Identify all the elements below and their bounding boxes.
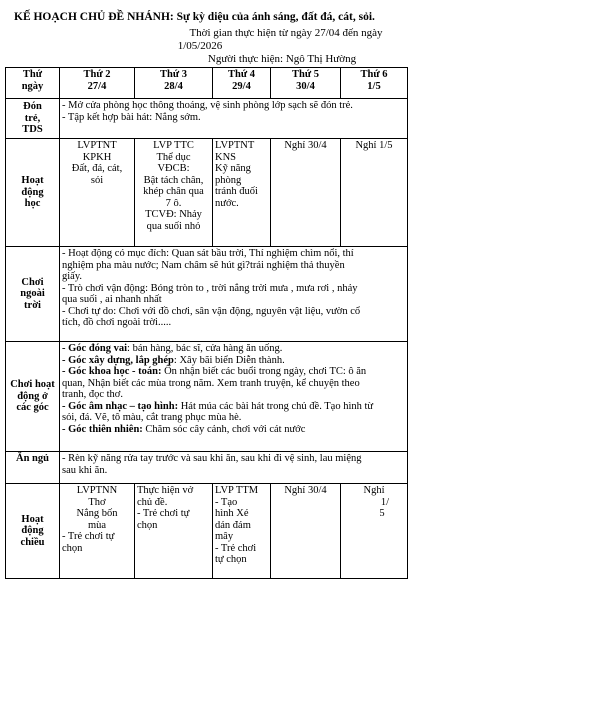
row-hoat-dong-hoc [6,139,408,247]
column-header-wed: Thứ 4 29/4 [213,68,271,99]
row-hoat-dong-chieu [6,484,408,579]
page-title: KẾ HOẠCH CHỦ ĐỀ NHÁNH: Sự kỳ diệu của ánh sáng, đất đá, cát, sỏi. [14,11,375,23]
performer: Người thực hiện: Ngô Thị Hường [207,53,357,65]
plan-table [5,67,408,579]
chieu-thu: Nghỉ 30/4 [271,484,341,579]
row-choi-ngoai-troi [6,247,408,342]
row-label-don-tre: Đón trẻ, TDS [6,99,60,139]
hoc-mon: LVPTNT KPKH Đất, đá, cát, sỏi [60,139,135,247]
chieu-mon: LVPTNN Thơ Nắng bốn mùa - Trẻ chơi tự chọn [60,484,135,579]
table-header-row [6,68,408,99]
column-header-thu: Thứ 5 30/4 [271,68,341,99]
row-don-tre [6,99,408,139]
hoc-tue: LVP TTC Thể dục VĐCB: Bật tách chân, khép chân qua 7 ô. TCVĐ: Nhảy qua suối nhỏ [135,139,213,247]
chieu-tue: Thực hiện vở chủ đề. - Trẻ chơi tự chọn [135,484,213,579]
row-label-hoat-dong-chieu: Hoạt động chiều [6,484,60,579]
row-label-choi-ngoai-troi: Chơi ngoài trời [6,247,60,342]
hoc-fri: Nghỉ 1/5 [341,139,408,247]
row-choi-goc [6,342,408,452]
end-date: 1/05/2026 [177,40,223,52]
hoc-wed: LVPTNT KNS Kỹ năng phòng tránh đuối nước. [213,139,271,247]
choi-goc-content: - Góc đóng vai: bán hàng, bác sĩ, cửa hàng ăn uống. - Góc xây dựng, lắp ghép: Xây bãi biển Diễn thành. - Góc khoa học - toán: Ôn nhận biết các buổi trong ngày, chơi TC: ô ăn quan, Nhận biết các mùa trong năm. Xem tranh truyện, kể chuyện theo tranh, đọc thơ. - Góc âm nhạc – tạo hình: Hát múa các bài hát trong chủ đề. Tạo hình từ sỏi, đá. Vẽ, tô màu, cắt trang phục mùa hè. - Góc thiên nhiên: Chăm sóc cây cảnh, chơi với cát nước [60,342,408,452]
column-header-day: Thứ ngày [6,68,60,99]
an-ngu-content: - Rèn kỹ năng rửa tay trước và sau khi ăn, sau khi đi vệ sinh, lau miệng sau khi ăn. [60,452,408,484]
column-header-mon: Thứ 2 27/4 [60,68,135,99]
column-header-tue: Thứ 3 28/4 [135,68,213,99]
time-range: Thời gian thực hiện từ ngày 27/04 đến ngày [189,27,383,39]
row-an-ngu [6,452,408,484]
column-header-fri: Thứ 6 1/5 [341,68,408,99]
don-tre-content: - Mở cửa phòng học thông thoáng, vệ sinh phòng lớp sạch sẽ đón trẻ. - Tập kết hợp bài hát: Nắng sớm. [60,99,408,139]
chieu-wed: LVP TTM - Tạo hình Xé dán đám mây - Trẻ chơi tự chọn [213,484,271,579]
chieu-fri: Nghỉ 1/ 5 [341,484,408,579]
row-label-choi-goc: Chơi hoạt động ở các góc [6,342,60,452]
hoc-thu: Nghỉ 30/4 [271,139,341,247]
row-label-an-ngu: Ăn ngủ [6,452,60,484]
row-label-hoat-dong-hoc: Hoạt động học [6,139,60,247]
choi-ngoai-troi-content: - Hoạt động có mục đích: Quan sát bầu trời, Thí nghiệm chìm nổi, thí nghiệm pha màu nước; Nam châm sẽ hút gì?trải nghiệm thả thuyền giấy. - Trò chơi vận động: Bóng tròn to , trời nắng trời mưa , mưa rơi , nhảy qua suối , ai nhanh nhất - Chơi tự do: Chơi với đồ chơi, sân vận động, nguyên vật liệu, vườn cổ tích, đồ chơi ngoài trời..... [60,247,408,342]
